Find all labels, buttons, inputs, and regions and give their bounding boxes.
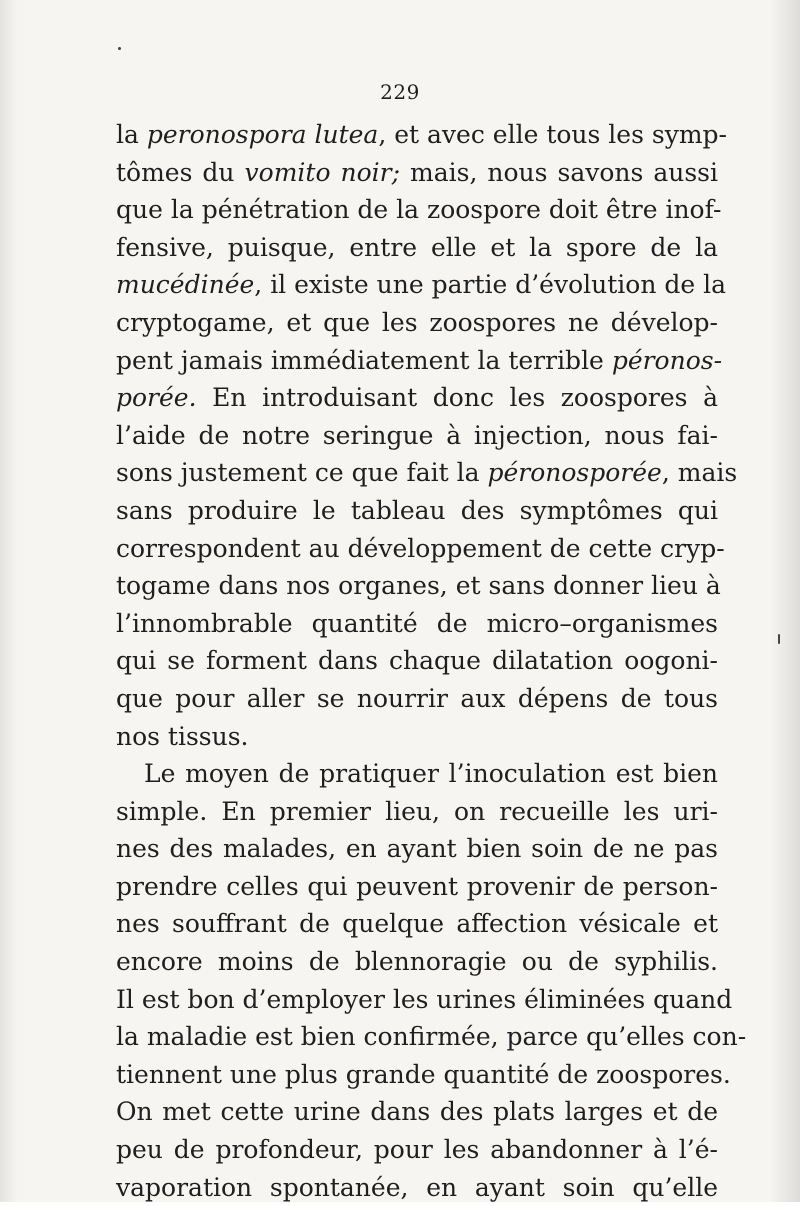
- text-run: la maladie est bien confirmée, parce qu’elles con-: [116, 1022, 747, 1052]
- text-line: [116, 868, 718, 906]
- text-run: que pour aller se nourrir aux dépens de tous: [116, 683, 718, 713]
- paper-speck: [778, 634, 780, 644]
- text-line: [116, 680, 718, 718]
- text-run: sans produire le tableau des symptômes qui: [116, 495, 718, 525]
- text-line: [116, 718, 718, 756]
- text-line: [116, 1169, 718, 1206]
- text-run: On met cette urine dans des plats larges et de: [116, 1097, 718, 1127]
- text-run: nos tissus.: [116, 721, 249, 751]
- text-line: [116, 1056, 731, 1094]
- text-run: tiennent une plus grande quantité de zoospores.: [116, 1059, 731, 1089]
- text-line: [116, 229, 718, 267]
- italic-text: peronospora lutea: [146, 120, 379, 149]
- text-run: prendre celles qui peuvent provenir de person-: [116, 871, 718, 901]
- text-run: pent jamais immédiatement la terrible: [116, 345, 612, 375]
- text-run: togame dans nos organes, et sans donner lieu à: [116, 571, 721, 601]
- text-run: sons justement ce que fait la: [116, 458, 488, 488]
- paper-speck: [118, 47, 121, 50]
- text-line: [116, 567, 721, 605]
- text-line: [116, 642, 718, 680]
- text-run: la: [116, 120, 147, 149]
- text-run: , il existe une partie d’évolution de la: [254, 270, 727, 300]
- text-line: [116, 342, 723, 380]
- text-run: En introduisant donc les zoospores à: [196, 383, 718, 413]
- text-line: [116, 266, 727, 304]
- text-line: [116, 454, 738, 492]
- text-run: peu de profondeur, pour les abandonner à l’é-: [116, 1135, 718, 1165]
- text-line: [116, 981, 733, 1019]
- text-line: [116, 830, 718, 868]
- text-run: nes des malades, en ayant bien soin de ne pas: [116, 834, 718, 864]
- text-line: [116, 492, 718, 530]
- text-run: qui se forment dans chaque dilatation oogoni-: [116, 646, 718, 676]
- text-line: [116, 755, 718, 793]
- text-line: [116, 154, 718, 192]
- text-run: encore moins de blennoragie ou de syphilis.: [116, 947, 718, 977]
- text-run: , et avec elle tous les symp-: [378, 120, 727, 149]
- text-run: simple. En premier lieu, on recueille les uri-: [116, 796, 718, 826]
- text-line: [116, 417, 718, 455]
- text-run: l’aide de notre seringue à injection, nous fai-: [116, 420, 718, 450]
- text-line: [116, 304, 718, 342]
- text-line: [116, 905, 718, 943]
- text-line: [116, 191, 722, 229]
- italic-text: péronosporée: [487, 458, 662, 488]
- text-line: [116, 793, 718, 831]
- text-run: Le moyen de pratiquer l’inoculation est bien: [144, 759, 718, 789]
- italic-text: vomito noir;: [244, 157, 401, 187]
- text-line: [116, 1018, 747, 1056]
- text-run: vaporation spontanée, en ayant soin qu’elle: [116, 1172, 718, 1202]
- italic-text: mucédinée: [116, 270, 255, 300]
- text-run: Il est bon d’employer les urines éliminées quand: [116, 984, 733, 1014]
- text-line: [116, 605, 718, 643]
- text-line: [116, 943, 718, 981]
- page-number: 229: [380, 80, 420, 104]
- italic-text: péronos-: [611, 345, 723, 375]
- italic-text: porée.: [116, 383, 197, 413]
- body-text: [116, 116, 747, 1206]
- text-run: correspondent au développement de cette cryp-: [116, 533, 725, 563]
- text-line: [116, 379, 718, 417]
- text-run: nes souffrant de quelque affection vésicale et: [116, 909, 718, 939]
- text-run: l’innombrable quantité de micro–organismes: [116, 608, 718, 638]
- text-run: mais, nous savons aussi: [400, 157, 718, 187]
- text-line: [116, 1131, 718, 1169]
- text-line: [116, 530, 725, 568]
- text-line: [116, 116, 727, 154]
- text-line: [116, 1093, 718, 1131]
- text-run: fensive, puisque, entre elle et la spore de la: [116, 232, 718, 262]
- text-run: tômes du: [116, 157, 245, 187]
- text-run: , mais: [661, 458, 738, 488]
- text-run: que la pénétration de la zoospore doit être inof-: [116, 195, 722, 225]
- text-run: cryptogame, et que les zoospores ne dévelop-: [116, 307, 718, 337]
